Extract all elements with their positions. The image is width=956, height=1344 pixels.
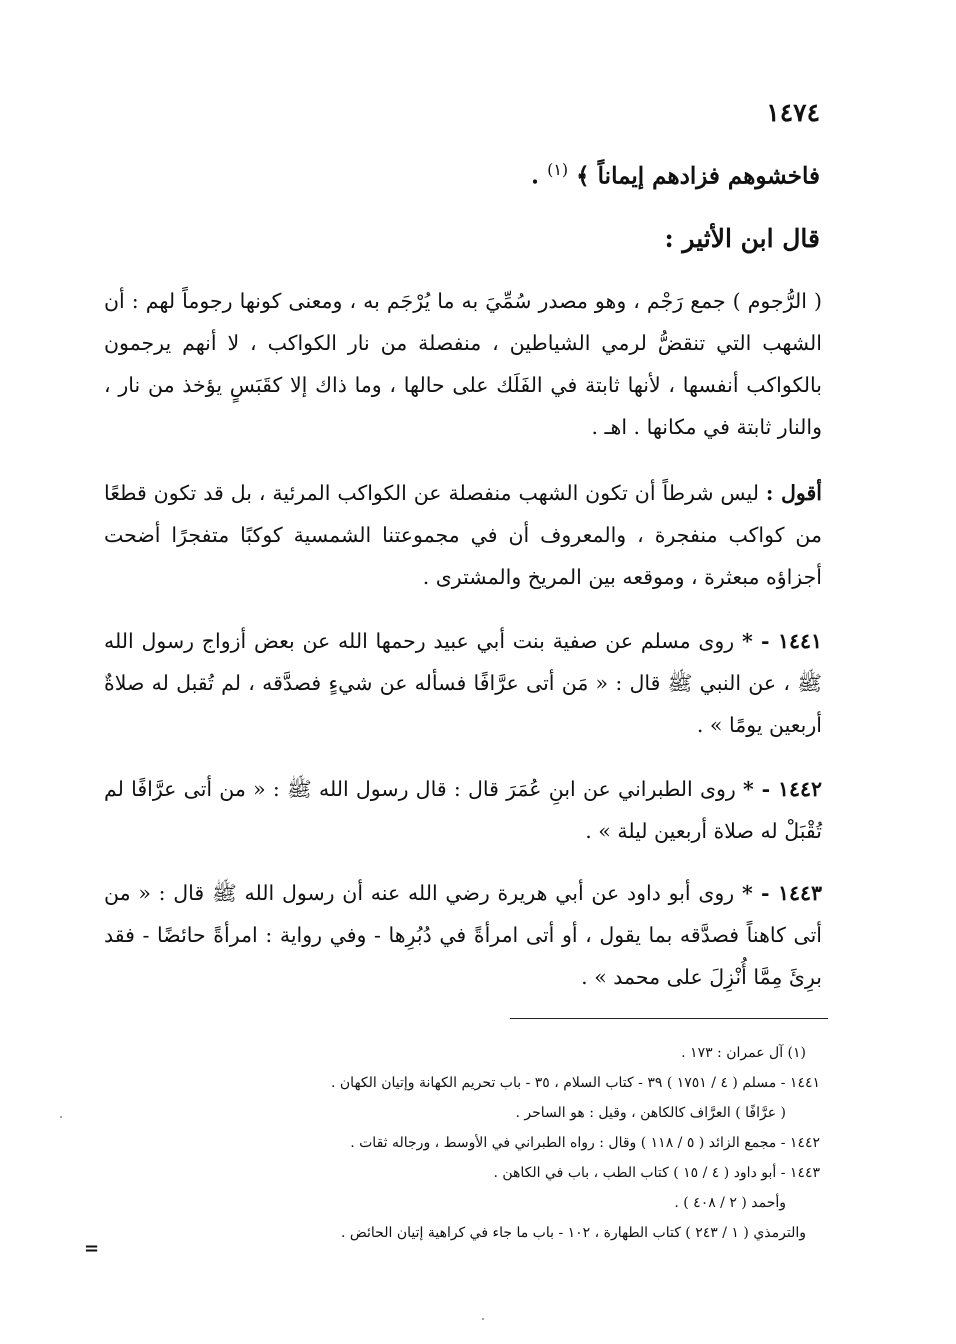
quran-verse-line	[531, 160, 820, 190]
paragraph-author-comment	[104, 472, 822, 598]
paragraph-ibn-athir	[104, 280, 822, 448]
page-number: ١٤٧٤	[766, 98, 820, 127]
footnotes	[120, 1038, 820, 1248]
footnote-line: وأحمد ( ٢ / ٤٠٨ ) .	[674, 1195, 786, 1211]
footnote-line: ١٤٤١ - مسلم ( ٤ / ١٧٥١ ) ٣٩ - كتاب السلام ، ٣٥ - باب تحريم الكهانة وإتيان الكهان .	[331, 1075, 820, 1091]
paragraph-lead: أقول :	[765, 481, 822, 505]
hadith-number: ١٤٤١ - *	[741, 629, 822, 653]
scan-speck	[60, 1116, 62, 1118]
verse-tail: .	[531, 162, 540, 190]
hadith-1443	[104, 872, 822, 998]
hadith-text: روى أبو داود عن أبي هريرة رضي الله عنه أن رسول الله ﷺ قال : « من أتى كاهناً فصدَّقه بما يقول ، أو أتى امرأةً في دُبُرِها - وفي رواية : امرأةً حائضًا - فقد برِئَ مِمَّا أُنْزِلَ على محمد » .	[104, 881, 822, 989]
verse-text: فاخشوهم فزادهم إيماناً ﴾	[576, 162, 820, 190]
hadith-number: ١٤٤٢ - *	[743, 777, 822, 801]
paragraph-text: ليس شرطاً أن تكون الشهب منفصلة عن الكواكب المرئية ، بل قد تكون قطعًا من كواكب منفجرة ، والمعروف أن في مجموعتنا الشمسية كوكبًا متفجرًا أضحت أجزاؤه مبعثرة ، وموقعه بين المريخ والمشترى .	[104, 481, 822, 589]
footnote-separator	[510, 1018, 828, 1019]
footnote-line: ١٤٤٣ - أبو داود ( ٤ / ١٥ ) كتاب الطب ، باب في الكاهن .	[493, 1165, 820, 1181]
hadith-text: روى مسلم عن صفية بنت أبي عبيد رحمها الله عن بعض أزواج رسول الله ﷺ ، عن النبي ﷺ قال : « مَن أتى عرَّافًا فسأله عن شيءٍ فصدَّقه ، لم تُقبل له صلاةٌ أربعين يومًا » .	[104, 629, 822, 737]
footnote-ref: (١)	[547, 160, 569, 179]
paragraph-text: ( الرُّجوم ) جمع رَجْم ، وهو مصدر سُمِّيَ به ما يُرْجَم به ، ومعنى كونها رجوماً لهم : أن الشهب التي تنقضُّ لرمي الشياطين ، منفصلة من نار الكواكب ، لا أنهم يرجمون بالكواكب أنفسها ، لأنها ثابتة في الفَلَك على حالها ، وما ذاك إلا كقَبَسٍ يؤخذ من نار ، والنار ثابتة في مكانها . اهـ .	[104, 289, 822, 439]
scan-speck	[482, 1318, 484, 1320]
footnote-line: (١) آل عمران : ١٧٣ .	[681, 1045, 806, 1061]
footnote-line: ١٤٤٢ - مجمع الزائد ( ٥ / ١١٨ ) وقال : رواه الطبراني في الأوسط ، ورجاله ثقات .	[350, 1135, 820, 1151]
footnote-line: والترمذي ( ١ / ٢٤٣ ) كتاب الطهارة ، ١٠٢ - باب ما جاء في كراهية إتيان الحائض .	[340, 1225, 806, 1241]
hadith-number: ١٤٤٣ - *	[741, 881, 822, 905]
section-heading: قال ابن الأثير :	[664, 224, 820, 253]
margin-mark: =	[84, 1238, 100, 1259]
footnote-line: ( عرَّافًا ) العرَّاف كالكاهن ، وقيل : هو الساحر .	[515, 1105, 786, 1121]
hadith-1442	[104, 768, 822, 852]
hadith-text: روى الطبراني عن ابنِ عُمَرَ قال : قال رسول الله ﷺ : « من أتى عرَّافًا لم تُقْبَلْ له صلاة أربعين ليلة » .	[104, 777, 822, 843]
hadith-1441	[104, 620, 822, 746]
